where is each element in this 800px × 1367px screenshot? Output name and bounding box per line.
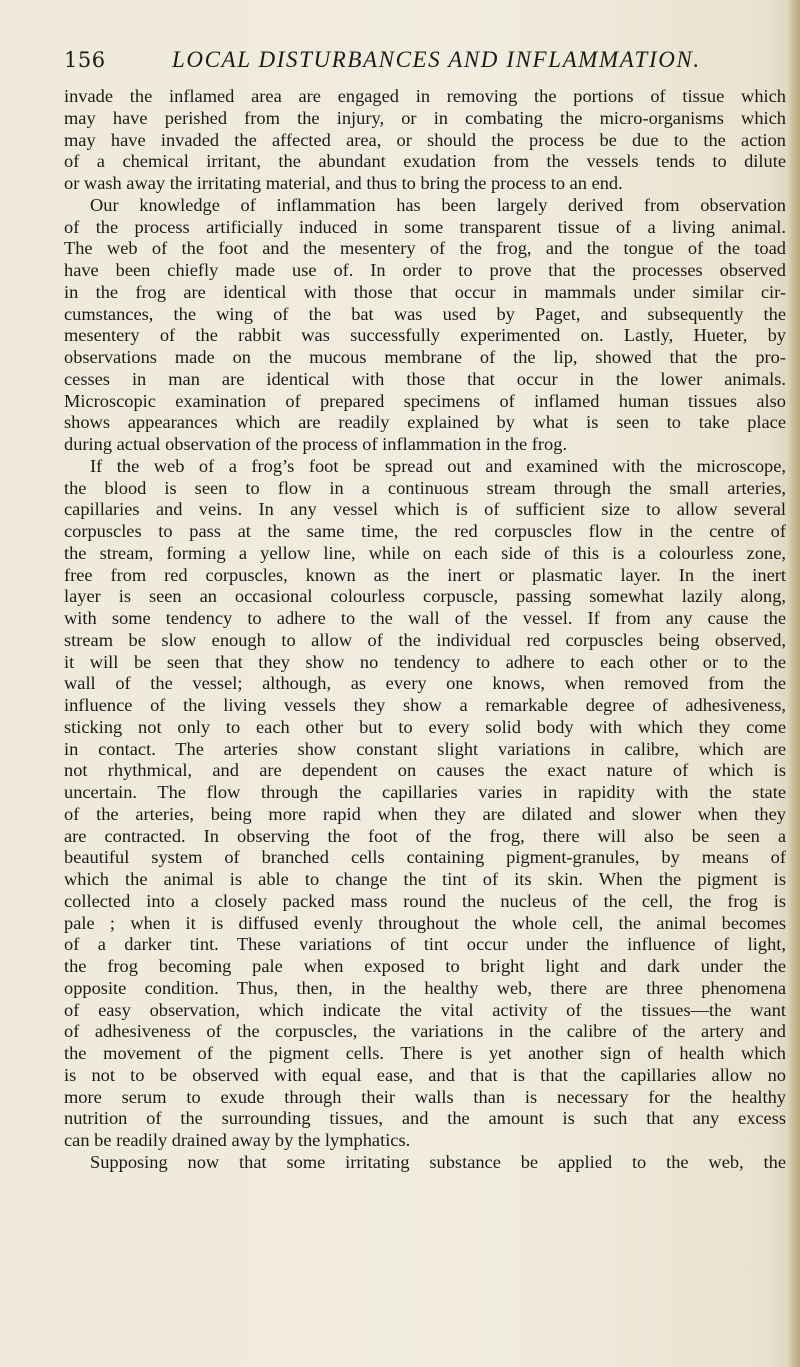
text-line: layer is seen an occasional colourless corpuscle, passing somewhat lazily along,	[64, 586, 786, 607]
text-line: cumstances, the wing of the bat was used by Paget, and subsequently the	[64, 303, 786, 324]
text-line: invade the inflamed area are engaged in removing the portions of tissue which	[64, 86, 786, 106]
text-line: pale ; when it is diffused evenly throughout the whole cell, the animal becomes	[64, 912, 786, 933]
text-line: during actual observation of the process of inflammation in the frog.	[64, 434, 568, 454]
text-line: free from red corpuscles, known as the inert or plasmatic layer. In the inert	[64, 564, 786, 585]
running-title: LOCAL DISTURBANCES AND INFLAMMATION.	[172, 47, 701, 72]
text-line: beautiful system of branched cells containing pigment-granules, by means of	[64, 847, 786, 868]
text-line: is not to be observed with equal ease, and that is that the capillaries allow no	[64, 1064, 786, 1085]
text-line: sticking not only to each other but to every solid body with which they come	[64, 716, 786, 737]
text-line: the frog becoming pale when exposed to bright light and dark under the	[64, 956, 786, 976]
text-line: uncertain. The flow through the capillaries varies in rapidity with the state	[64, 782, 786, 802]
text-line: If the web of a frog’s foot be spread out and examined with the microscope,	[90, 455, 786, 476]
page-edge	[786, 0, 800, 1367]
text-line: nutrition of the surrounding tissues, and the amount is such that any excess	[64, 1108, 786, 1129]
text-line: observations made on the mucous membrane of the lip, showed that the pro-	[64, 347, 786, 367]
text-line: or wash away the irritating material, and thus to bring the process to an end.	[64, 173, 623, 193]
text-line: the movement of the pigment cells. There is yet another sign of health which	[64, 1043, 786, 1063]
text-line: of easy observation, which indicate the vital activity of the tissues—the want	[64, 999, 786, 1020]
page-number: 156	[64, 48, 106, 72]
text-line: of a darker tint. These variations of tint occur under the influence of light,	[64, 934, 786, 955]
text-line: of the process artificially induced in some transparent tissue of a living animal.	[64, 216, 786, 237]
text-line: capillaries and veins. In any vessel which is of sufficient size to allow several	[64, 499, 786, 520]
text-line: of adhesiveness of the corpuscles, the variations in the calibre of the artery and	[64, 1021, 786, 1042]
text-line: it will be seen that they show no tendency to adhere to each other or to the	[64, 651, 786, 672]
text-line: opposite condition. Thus, then, in the healthy web, there are three phenomena	[64, 977, 786, 998]
text-line: which the animal is able to change the tint of its skin. When the pigment is	[64, 869, 786, 889]
text-line: are contracted. In observing the foot of the frog, there will also be seen a	[64, 825, 786, 846]
text-line: may have perished from the injury, or in combating the micro-organisms which	[64, 107, 786, 128]
text-line: in contact. The arteries show constant slight variations in calibre, which are	[64, 738, 786, 759]
text-line: more serum to exude through their walls than is necessary for the healthy	[64, 1086, 786, 1107]
text-line: of a chemical irritant, the abundant exudation from the vessels tends to dilute	[64, 151, 786, 172]
text-line: Microscopic examination of prepared specimens of inflamed human tissues also	[64, 390, 786, 411]
text-line: stream be slow enough to allow of the individual red corpuscles being observed,	[64, 629, 786, 650]
text-line: mesentery of the rabbit was successfully experimented on. Lastly, Hueter, by	[64, 325, 786, 346]
text-line: corpuscles to pass at the same time, the red corpuscles flow in the centre of	[64, 521, 786, 541]
text-line: The web of the foot and the mesentery of the frog, and the tongue of the toad	[64, 238, 786, 259]
text-line: Our knowledge of inflammation has been largely derived from observation	[90, 194, 786, 215]
text-line: wall of the vessel; although, as every one knows, when removed from the	[64, 673, 786, 694]
text-line: can be readily drained away by the lymphatics.	[64, 1130, 411, 1150]
text-line: cesses in man are identical with those that occur in the lower animals.	[64, 368, 786, 389]
text-line: influence of the living vessels they show a remarkable degree of adhesiveness,	[64, 695, 786, 715]
text-line: not rhythmical, and are dependent on causes the exact nature of which is	[64, 760, 786, 781]
body-text	[64, 86, 786, 1174]
text-line: may have invaded the affected area, or should the process be due to the action	[64, 129, 786, 150]
text-line: the stream, forming a yellow line, while on each side of this is a colourless zone,	[64, 542, 786, 563]
page-header	[64, 44, 764, 80]
text-line: in the frog are identical with those that occur in mammals under similar cir-	[64, 281, 786, 302]
text-line: the blood is seen to flow in a continuous stream through the small arteries,	[64, 477, 786, 498]
text-line: shows appearances which are readily explained by what is seen to take place	[64, 412, 786, 433]
text-line: of the arteries, being more rapid when they are dilated and slower when they	[64, 803, 786, 824]
text-line: have been chiefly made use of. In order to prove that the processes observed	[64, 260, 786, 280]
text-line: collected into a closely packed mass round the nucleus of the cell, the frog is	[64, 890, 786, 911]
text-line: Supposing now that some irritating substance be applied to the web, the	[90, 1151, 786, 1172]
text-line: with some tendency to adhere to the wall of the vessel. If from any cause the	[64, 608, 786, 628]
